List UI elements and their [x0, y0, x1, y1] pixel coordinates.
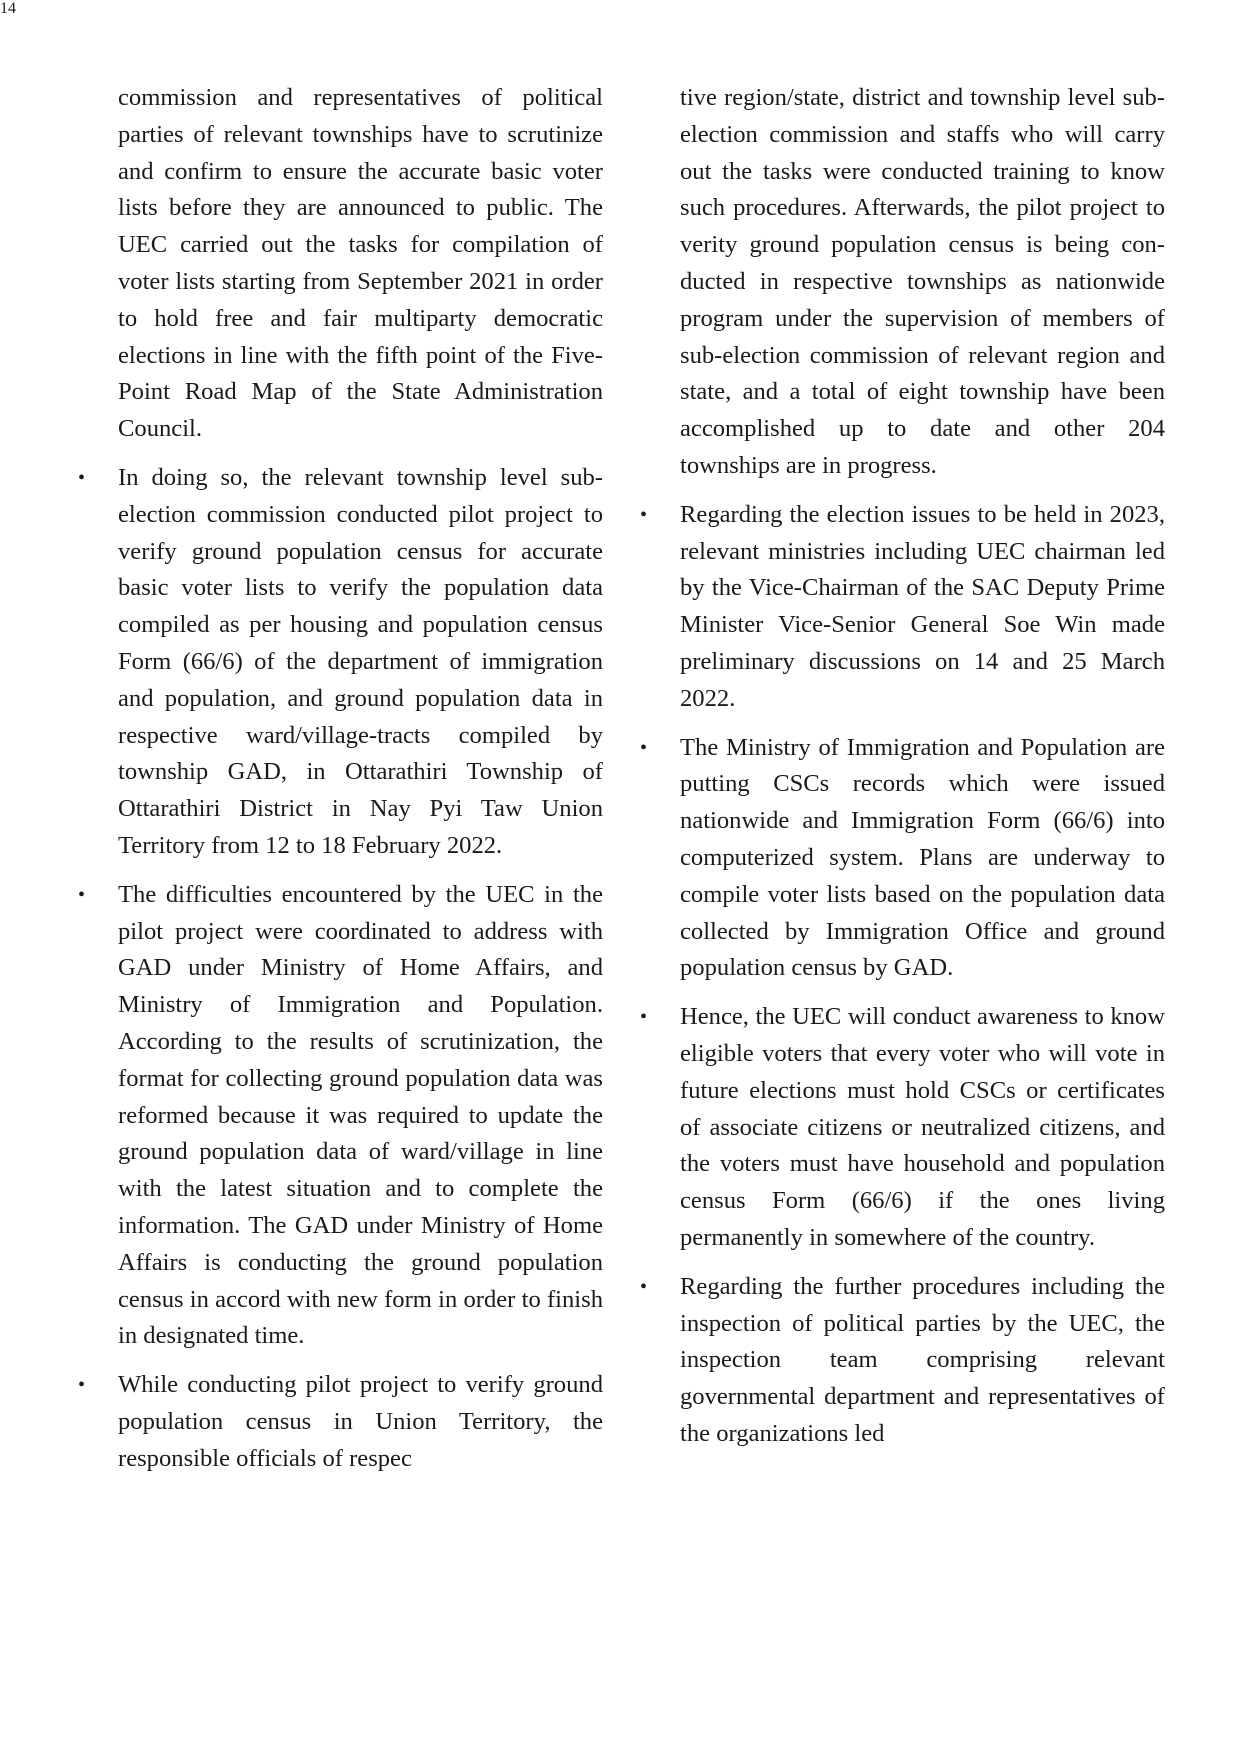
- continuation-paragraph: commission and representatives of political parties of relevant townships have to scrutinize and confirm to ensure the accurate basic voter lists before they are announced to public. The UEC carried out the tasks for compilation of voter lists starting from September 2021 in order to hold free and fair multiparty democratic elections in line with the fifth point of the Five-Point Road Map of the State Administration Council.: [118, 84, 603, 443]
- right-column: [680, 80, 1165, 1453]
- bullet-item: • Regarding the election issues to be held in 2023, relevant ministries including UEC chairman led by the Vice-Chairman of the SAC Deputy Prime Minister Vice-Senior General Soe Win made preliminary discussions on 14 and 25 March 2022.: [680, 497, 1165, 718]
- bullet-item: • While conducting pilot project to verify ground population census in Union Territory, the responsible officials of respec: [118, 1367, 603, 1477]
- bullet-item: • In doing so, the relevant township level sub-election commission conducted pilot project to verify ground population census for accurate basic voter lists to verify the population data compiled as per housing and population census Form (66/6) of the department of immigration and population, and ground population data in respective ward/village-tracts compiled by township GAD, in Ottarathiri Township of Ottarathiri District in Nay Pyi Taw Union Territory from 12 to 18 February 2022.: [118, 460, 603, 865]
- left-column: [118, 80, 603, 1477]
- continuation-paragraph: tive region/state, district and township level sub-election commission and staffs who will carry out the tasks were conducted training to know such procedures. Afterwards, the pilot project to verity ground population census is being conducted in respective townships as nationwide program under the supervision of members of sub-election commission of relevant region and state, and a total of eight township have been accomplished up to date and other 204 townships are in progress.: [680, 84, 1165, 479]
- bullet-item: • The difficulties encountered by the UEC in the pilot project were coordinated to address with GAD under Ministry of Home Affairs, and Ministry of Immigration and Population. According to the results of scrutinization, the format for collecting ground population data was reformed because it was required to update the ground population data of ward/​village in line with the latest situation and to complete the information. The GAD under Ministry of Home Affairs is conducting the ground population census in accord with new form in order to finish in designated time.: [118, 877, 603, 1355]
- bullet-item: • Regarding the further procedures including the inspection of political parties by the UEC, the inspection team comprising relevant governmental department and representatives of the organizations led: [680, 1269, 1165, 1453]
- bullet-item: • Hence, the UEC will conduct awareness to know eligible voters that every voter who will vote in future elections must hold CSCs or certificates of associate citizens or neutralized citizens, and the voters must have household and population census Form (66/6) if the ones living permanently in somewhere of the country.: [680, 999, 1165, 1257]
- bullet-item: • The Ministry of Immigration and Population are putting CSCs records which were issued nationwide and Immigration Form (66/6) into computerized system. Plans are underway to compile voter lists based on the population data collected by Immigration Office and ground population census by GAD.: [680, 730, 1165, 988]
- page-number: 14: [0, 0, 16, 17]
